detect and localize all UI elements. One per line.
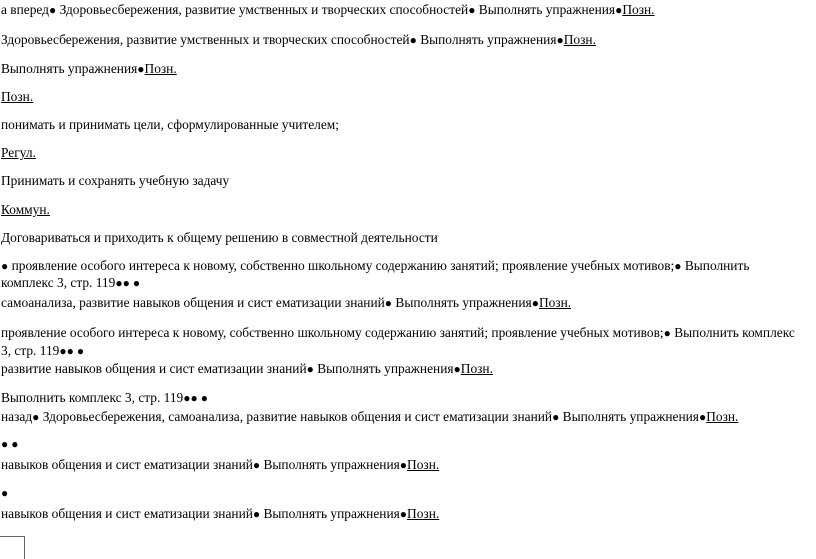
text-line [1, 275, 140, 291]
section-link[interactable]: Позн. [144, 61, 177, 76]
line-text: а вперед [1, 2, 49, 17]
bullet-icon: ● [698, 410, 707, 424]
bullet-icon: ● [49, 3, 57, 17]
text-line [1, 457, 439, 473]
line-text: 3, стр. 119 [1, 343, 60, 358]
bullet-icon: ● [399, 507, 408, 521]
text-line [1, 32, 596, 48]
line-text: Выполнять упражнения [475, 2, 616, 17]
text-line [1, 295, 571, 311]
line-text: понимать и принимать цели, сформулированные учителем; [1, 117, 340, 132]
section-link[interactable]: Регул. [1, 145, 36, 160]
text-line [1, 202, 50, 218]
bullet-icon: ● [453, 362, 461, 376]
bullet-icon: ● [32, 410, 40, 424]
line-text: Выполнять упражнения [313, 361, 454, 376]
text-line [1, 390, 208, 406]
section-link[interactable]: Позн. [407, 457, 440, 472]
bullet-icon: ● [399, 458, 408, 472]
bullet-icon: ● [137, 62, 145, 76]
line-text: Здоровьесбережения, самоанализа, развитие навыков общения и сист ематизации знаний [39, 409, 553, 424]
bullet-icon: ● [663, 326, 671, 340]
text-line [1, 325, 795, 341]
line-text: развитие навыков общения и сист ематизации знаний [1, 361, 307, 376]
section-link[interactable]: Позн. [706, 409, 739, 424]
line-text: Выполнять упражнения [260, 506, 400, 521]
line-text: навыков общения и сист ематизации знаний [1, 506, 253, 521]
bullet-icon: ● [409, 33, 417, 47]
text-line [1, 2, 655, 18]
section-link[interactable]: Позн. [460, 361, 493, 376]
line-text: Выполнить комплекс [670, 325, 795, 340]
line-text: Выполнять упражнения [392, 295, 532, 310]
text-line [1, 117, 339, 133]
bullet-icon: ● [384, 296, 393, 310]
bullet-icon: ● [615, 3, 623, 17]
text-line [1, 230, 438, 246]
bullet-icon: ●● ● [59, 344, 85, 358]
line-text: Выполнять упражнения [1, 61, 138, 76]
bullet-icon: ● [1, 259, 9, 273]
frame-corner [0, 536, 25, 559]
line-text: проявление особого интереса к новому, собственно школьному содержанию занятий; проявление учебных мотивов; [1, 325, 664, 340]
line-text: Договариваться и приходить к общему решению в совместной деятельности [1, 230, 438, 245]
line-text: Выполнять упражнения [559, 409, 699, 424]
text-line [1, 343, 84, 359]
section-link[interactable]: Коммун. [1, 202, 50, 217]
line-text: Принимать и сохранять учебную задачу [1, 173, 230, 188]
section-link[interactable]: Позн. [538, 295, 572, 310]
bullet-icon: ● ● [1, 437, 19, 451]
text-line [1, 89, 33, 105]
line-text: проявление особого интереса к новому, собственно школьному содержанию занятий; проявление учебных мотивов; [8, 258, 675, 273]
bullet-icon: ● [556, 33, 564, 47]
text-line [1, 436, 19, 452]
text-line [1, 409, 738, 425]
text-line [1, 145, 36, 161]
bullet-icon: ● [552, 410, 560, 424]
bullet-icon: ● [468, 3, 476, 17]
line-text: Здоровьесбережения, развитие умственных и творческих способностей [1, 32, 410, 47]
line-text: комплекс 3, стр. 119 [1, 275, 116, 290]
text-line [1, 173, 229, 189]
bullet-icon: ●● ● [115, 276, 141, 290]
section-link[interactable]: Позн. [407, 506, 440, 521]
bullet-icon: ●● ● [183, 391, 209, 405]
line-text: Здоровьесбережения, развитие умственных и творческих способностей [56, 2, 469, 17]
section-link[interactable]: Позн. [563, 32, 596, 47]
line-text: Выполнять упражнения [260, 457, 400, 472]
bullet-icon: ● [674, 259, 682, 273]
line-text: Выполнять упражнения [416, 32, 557, 47]
text-line [1, 61, 177, 77]
section-link[interactable]: Позн. [1, 89, 34, 104]
text-line [1, 258, 749, 274]
line-text: Выполнить [681, 258, 750, 273]
bullet-icon: ● [531, 296, 539, 310]
line-text: самоанализа, развитие навыков общения и сист ематизации знаний [1, 295, 385, 310]
text-line [1, 506, 439, 522]
bullet-icon: ● [1, 486, 9, 500]
bullet-icon: ● [252, 458, 261, 472]
text-line [1, 361, 493, 377]
bullet-icon: ● [252, 507, 261, 521]
text-line [1, 485, 8, 501]
line-text: навыков общения и сист ематизации знаний [1, 457, 253, 472]
section-link[interactable]: Позн. [622, 2, 655, 17]
bullet-icon: ● [306, 362, 314, 376]
line-text: назад [1, 409, 33, 424]
line-text: Выполнить комплекс 3, стр. 119 [1, 390, 184, 405]
